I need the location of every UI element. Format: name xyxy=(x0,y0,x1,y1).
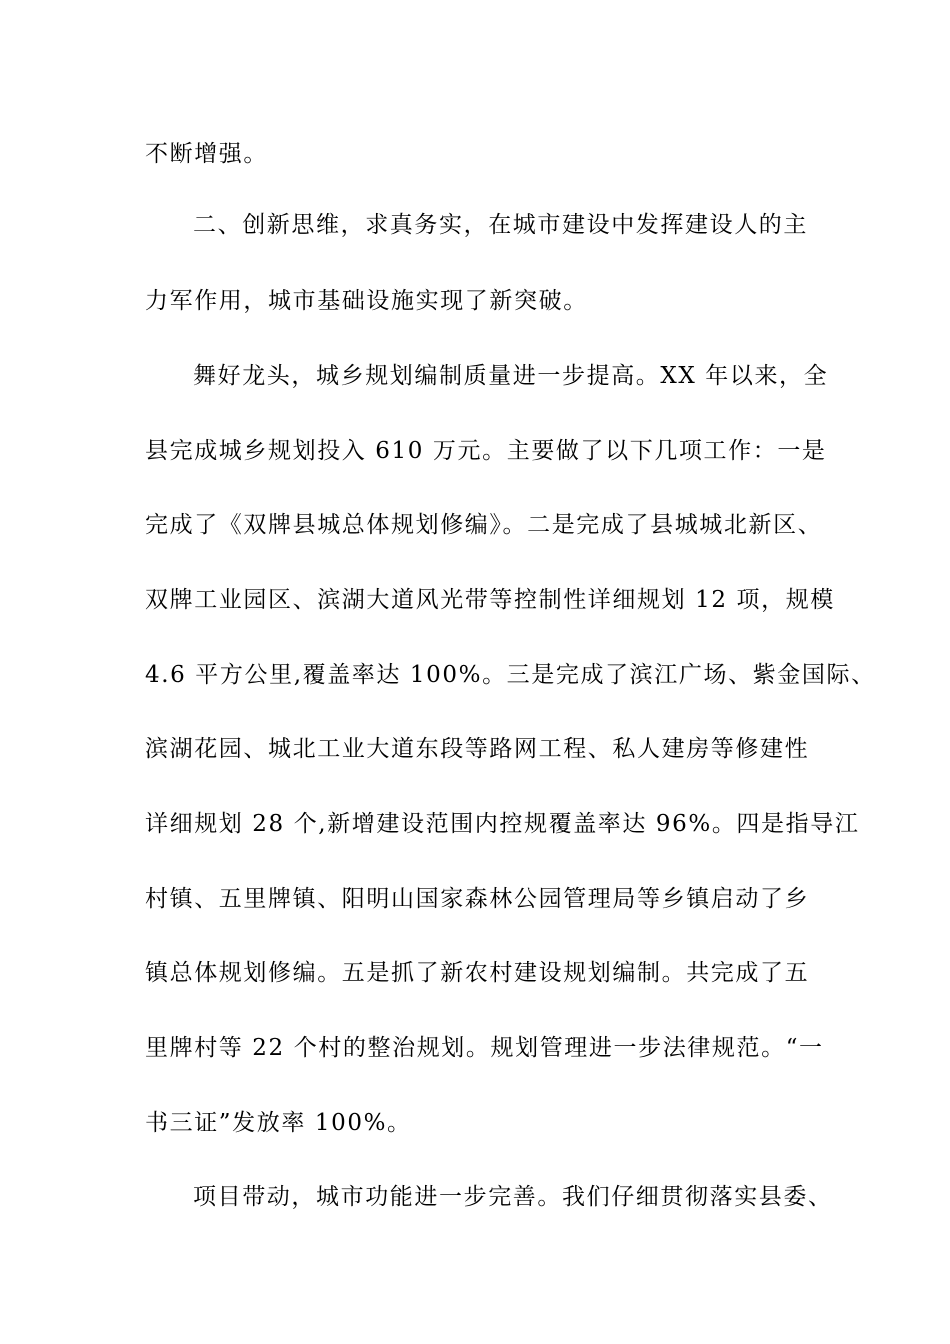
paragraph-line: 舞好龙头，城乡规划编制质量进一步提高。XX 年以来，全 xyxy=(193,363,829,389)
paragraph-line: 不断增强。 xyxy=(145,141,268,167)
paragraph-line: 村镇、五里牌镇、阳明山国家森林公园管理局等乡镇启动了乡 xyxy=(145,886,810,912)
paragraph-line: 书三证”发放率 100%。 xyxy=(145,1110,412,1136)
paragraph-line: 镇总体规划修编。五是抓了新农村建设规划编制。共完成了五 xyxy=(145,960,810,986)
paragraph-line: 里牌村等 22 个村的整治规划。规划管理进一步法律规范。“一 xyxy=(145,1035,824,1061)
section-heading-line: 力军作用，城市基础设施实现了新突破。 xyxy=(145,288,588,314)
paragraph-line: 4.6 平方公里,覆盖率达 100%。三是完成了滨江广场、紫金国际、 xyxy=(145,662,876,688)
paragraph-line: 县完成城乡规划投入 610 万元。主要做了以下几项工作：一是 xyxy=(145,438,827,464)
paragraph-line: 完成了《双牌县城总体规划修编》。二是完成了县城城北新区、 xyxy=(145,512,823,538)
paragraph-line: 详细规划 28 个,新增建设范围内控规覆盖率达 96%。四是指导江 xyxy=(145,811,860,837)
section-heading-line: 二、创新思维，求真务实，在城市建设中发挥建设人的主 xyxy=(193,212,808,238)
paragraph-line: 双牌工业园区、滨湖大道风光带等控制性详细规划 12 项，规模 xyxy=(145,587,835,613)
paragraph-line: 项目带动，城市功能进一步完善。我们仔细贯彻落实县委、 xyxy=(193,1184,833,1210)
paragraph-line: 滨湖花园、城北工业大道东段等路网工程、私人建房等修建性 xyxy=(145,736,810,762)
